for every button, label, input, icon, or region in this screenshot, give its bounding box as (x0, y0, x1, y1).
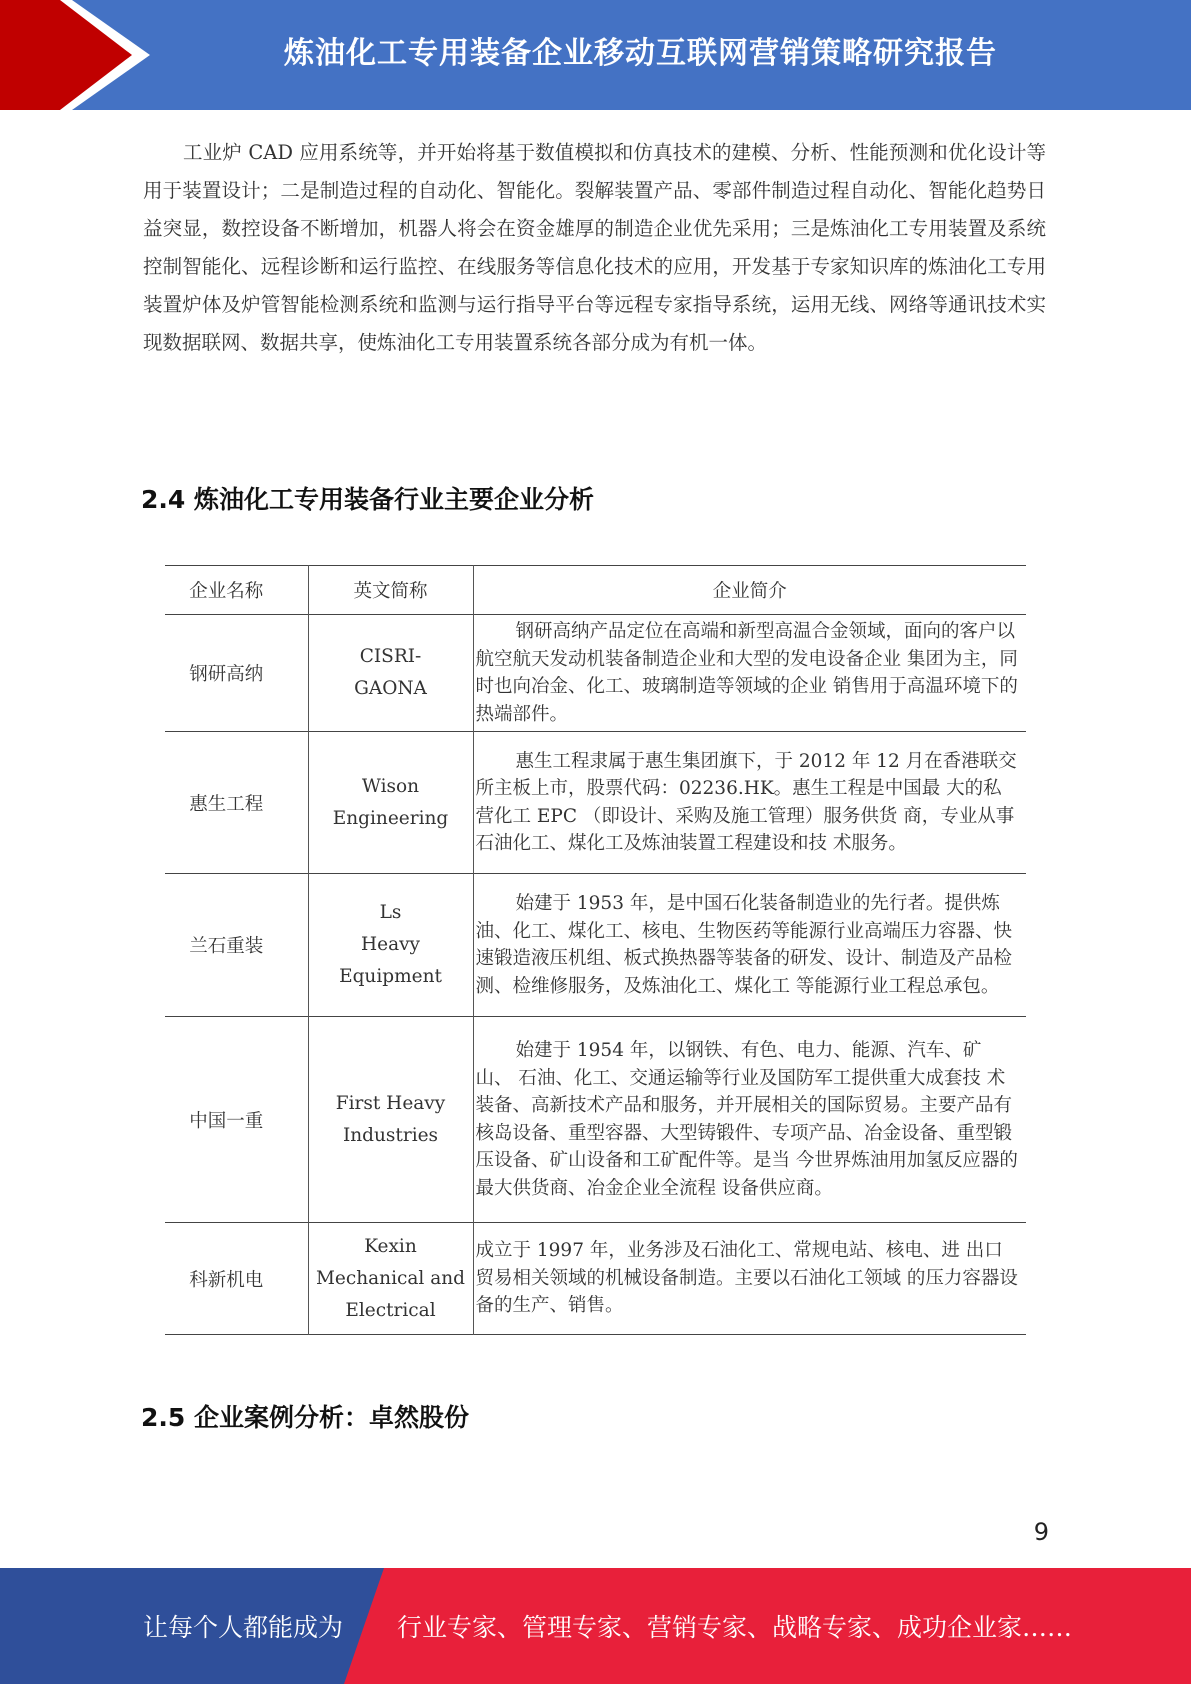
column-header-desc: 企业简介 (473, 566, 1026, 615)
company-english-name (308, 1223, 473, 1335)
report-footer (0, 1568, 1191, 1684)
company-name: 钢研高纳 (165, 615, 308, 732)
page-number: 9 (1033, 1518, 1049, 1546)
company-description: 始建于 1953 年，是中国石化装备制造业的先行者。提供炼 油、化工、煤化工、核电、生物医药等能源行业高端压力容器、快速锻造液压机组、板式换热器等装备的研发、设计、制造及产品检测、检维修服务，及炼油化工、煤化工 等能源行业工程总承包。 (473, 874, 1026, 1017)
english-name-line: Ls (379, 902, 402, 923)
column-header-english: 英文简称 (308, 566, 473, 615)
english-name-line: Equipment (339, 966, 442, 987)
company-english-name (308, 615, 473, 732)
company-name: 兰石重装 (165, 874, 308, 1017)
english-name-line: Mechanical and (315, 1267, 465, 1289)
english-name-line: Engineering (332, 807, 449, 829)
english-name-line: Industries (342, 1124, 439, 1146)
company-description: 成立于 1997 年，业务涉及石油化工、常规电站、核电、进 出口贸易相关领域的机械设备制造。主要以石油化工领域 的压力容器设备的生产、销售。 (473, 1223, 1026, 1335)
company-name: 中国一重 (165, 1017, 308, 1223)
company-name: 科新机电 (165, 1223, 308, 1335)
table-row (165, 1223, 1026, 1335)
footer-slogan-right: 行业专家、管理专家、营销专家、战略专家、成功企业家…… (397, 1613, 1073, 1642)
section-heading-2-4: 2.4 炼油化工专用装备行业主要企业分析 (141, 485, 594, 514)
english-name-line: Heavy (360, 934, 420, 955)
english-name-line: Kexin (364, 1235, 417, 1257)
table-row (165, 615, 1026, 732)
english-name-line: Electrical (345, 1299, 436, 1321)
english-name-line: CISRI- (359, 646, 422, 667)
company-english-name (308, 874, 473, 1017)
company-english-name (308, 1017, 473, 1223)
company-english-name (308, 732, 473, 874)
footer-slogan-left: 让每个人都能成为 (143, 1613, 344, 1642)
table-header-row (165, 566, 1026, 615)
report-title: 炼油化工专用装备企业移动互联网营销策略研究报告 (284, 36, 997, 71)
column-header-name: 企业名称 (165, 566, 308, 615)
company-description: 惠生工程隶属于惠生集团旗下，于 2012 年 12 月在香港联交所主板上市，股票代码：02236.HK。惠生工程是中国最 大的私营化工 EPC （即设计、采购及施工管理）服务供货 商，专业从事石油化工、煤化工及炼油装置工程建设和技 术服务。 (473, 732, 1026, 874)
table-row (165, 874, 1026, 1017)
english-name-line: Wison (361, 775, 420, 797)
company-description: 始建于 1954 年，以钢铁、有色、电力、能源、汽车、矿山、 石油、化工、交通运输等行业及国防军工提供重大成套技 术装备、高新技术产品和服务，并开展相关的国际贸易。主要产品有核岛设备、重型容器、大型铸锻件、专项产品、冶金设备、重型锻压设备、矿山设备和工矿配件等。是当 今世界炼油用加氢反应器的最大供货商、冶金企业全流程 设备供应商。 (473, 1017, 1026, 1223)
company-name: 惠生工程 (165, 732, 308, 874)
company-table (165, 565, 1026, 1335)
english-name-line: First Heavy (335, 1092, 446, 1114)
section-heading-2-5: 2.5 企业案例分析：卓然股份 (141, 1403, 469, 1432)
report-header (0, 0, 1191, 110)
table-row (165, 732, 1026, 874)
english-name-line: GAONA (354, 678, 427, 699)
table-row (165, 1017, 1026, 1223)
intro-paragraph: 工业炉 CAD 应用系统等，并开始将基于数值模拟和仿真技术的建模、分析、性能预测和优化设计等用于装置设计；二是制造过程的自动化、智能化。裂解装置产品、零部件制造过程自动化、智能化趋势日益突显，数控设备不断增加，机器人将会在资金雄厚的制造企业优先采用；三是炼油化工专用装置及系统控制智能化、远程诊断和运行监控、在线服务等信息化技术的应用，开发基于专家知识库的炼油化工专用装置炉体及炉管智能检测系统和监测与运行指导平台等远程专家指导系统，运用无线、网络等通讯技术实现数据联网、数据共享，使炼油化工专用装置系统各部分成为有机一体。 (143, 141, 1046, 354)
company-description: 钢研高纳产品定位在高端和新型高温合金领域，面向的客户以航空航天发动机装备制造企业和大型的发电设备企业 集团为主，同时也向冶金、化工、玻璃制造等领域的企业 销售用于高温环境下的热端部件。 (473, 615, 1026, 732)
